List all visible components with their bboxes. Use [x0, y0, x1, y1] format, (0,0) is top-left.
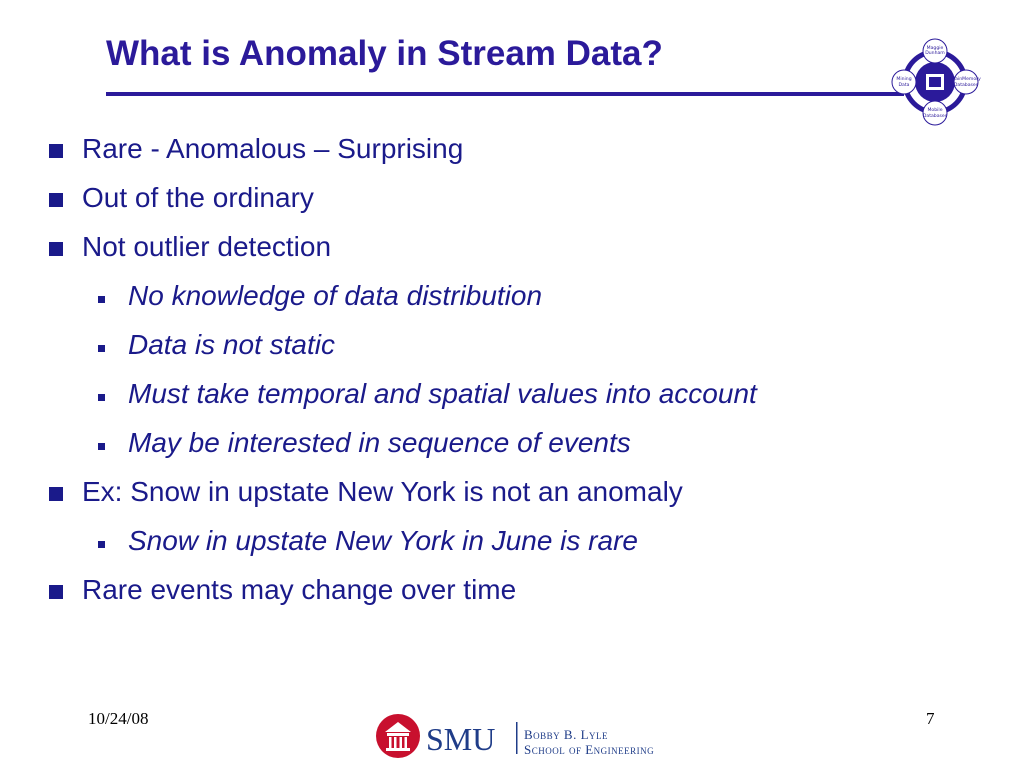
footer-date: 10/24/08	[88, 709, 149, 728]
bullet-item: Ex: Snow in upstate New York is not an anomaly	[82, 476, 683, 507]
bullet-marker	[49, 242, 63, 256]
sub-bullet-marker	[98, 541, 105, 548]
logo-bottom-line2: Databases	[922, 114, 948, 119]
bullet-marker	[49, 487, 63, 501]
bullet-marker	[49, 585, 63, 599]
research-logo	[893, 40, 981, 124]
bullet-item: Rare - Anomalous – Surprising	[82, 133, 464, 164]
sub-bullet-item: May be interested in sequence of events	[128, 427, 631, 458]
sub-bullet-item: Data is not static	[128, 329, 335, 360]
sub-bullet-marker	[98, 443, 105, 450]
logo-bottom-line1: Mobile	[927, 108, 943, 113]
sub-bullet-item: No knowledge of data distribution	[128, 280, 543, 311]
logo-right-line2: Databases	[953, 83, 979, 88]
sub-bullet-item: Must take temporal and spatial values into account	[128, 378, 757, 409]
bullet-item: Not outlier detection	[82, 231, 332, 262]
bullet-marker	[49, 193, 63, 207]
logo-left-line2: Data	[898, 83, 910, 88]
logo-top-line2: Dunham	[925, 51, 945, 56]
sub-bullet-marker	[98, 296, 105, 303]
bullet-item: Rare events may change over time	[82, 574, 517, 605]
bullet-item: Out of the ordinary	[82, 182, 314, 213]
sub-bullet-marker	[98, 345, 105, 352]
school-name-line2: School of Engineering	[524, 742, 655, 757]
logo-top-line1: Maggie	[926, 46, 944, 51]
sub-bullet-marker	[98, 394, 105, 401]
logo-left-line1: Mining	[896, 77, 912, 82]
smu-logo	[374, 708, 704, 768]
logo-right-line1: MainMemory	[951, 77, 981, 82]
smu-wordmark: SMU	[426, 721, 496, 757]
page-number: 7	[926, 709, 935, 728]
school-name-line1: Bobby B. Lyle	[524, 727, 609, 742]
sub-bullet-item: Snow in upstate New York in June is rare	[128, 525, 638, 556]
slide-title: What is Anomaly in Stream Data?	[106, 34, 663, 73]
bullet-marker	[49, 144, 63, 158]
title-underline	[106, 92, 904, 96]
